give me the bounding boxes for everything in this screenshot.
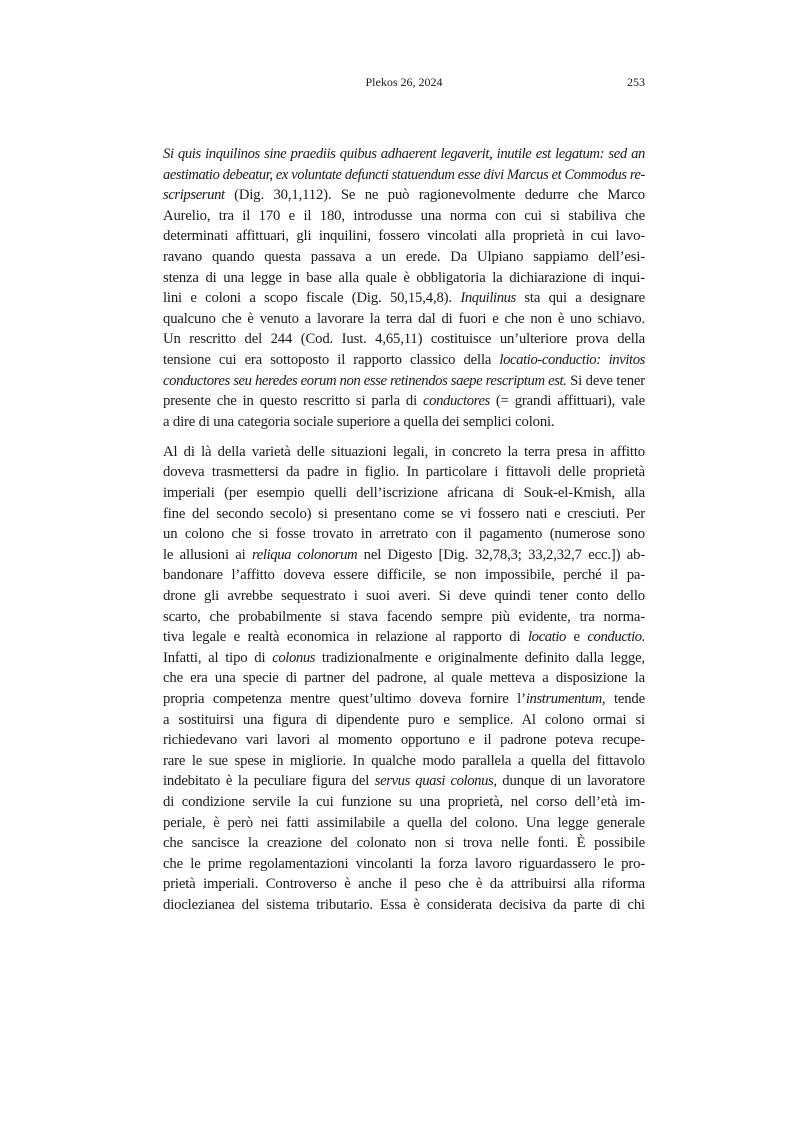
italic-text: colonus xyxy=(272,649,316,666)
text-run: tensione cui era sottoposto il rapporto classico della xyxy=(163,351,500,368)
journal-citation: Plekos 26, 2024 xyxy=(365,75,443,89)
italic-text: servus quasi colonus, xyxy=(374,773,497,790)
text-line xyxy=(163,185,645,206)
text-line xyxy=(163,329,645,350)
text-line xyxy=(163,412,645,433)
text-run: drone gli avrebbe sequestrato i suoi averi. Si deve quindi tener conto dello xyxy=(163,587,645,604)
text-line xyxy=(163,545,645,566)
text-line xyxy=(163,730,645,751)
italic-text: reliqua colonorum xyxy=(252,546,358,563)
italic-text: instrumentum xyxy=(525,690,602,707)
text-line xyxy=(163,771,645,792)
text-line xyxy=(163,792,645,813)
text-run: doveva trasmettersi da padre in figlio. In particolare i fittavoli delle proprietà xyxy=(163,464,645,481)
text-run: Infatti, al tipo di xyxy=(163,649,273,666)
italic-text: locatio xyxy=(527,629,566,646)
text-run: tradizionalmente e originalmente definito dalla legge, xyxy=(315,649,646,666)
text-line xyxy=(163,288,645,309)
text-run: un colono che si fosse trovato in arretrato con il pagamento (numerose sono xyxy=(163,526,645,543)
text-run: (= grandi affittuari), vale xyxy=(489,393,646,410)
text-run: imperiali (per esempio quelli dell’iscrizione africana di Souk-el-Kmish, alla xyxy=(163,485,645,501)
text-line xyxy=(163,833,645,854)
text-run: le allusioni ai xyxy=(163,546,252,563)
text-line xyxy=(163,668,645,689)
text-run: che le prime regolamentazioni vincolanti la forza lavoro riguardassero le pro- xyxy=(163,855,645,872)
text-run: periale, è però nei fatti assimilabile a quella del colono. Una legge generale xyxy=(163,814,645,831)
text-line xyxy=(163,144,645,165)
text-line xyxy=(163,268,645,289)
text-run: scarto, che probabilmente si stava facendo sempre più evidente, tra norma- xyxy=(163,608,645,625)
text-line xyxy=(163,504,645,525)
text-run: presente che in questo rescritto si parla di xyxy=(163,393,424,410)
text-run: bandonare l’affitto doveva essere difficile, se non impossibile, perché il pa- xyxy=(163,567,645,584)
text-run: determinati affittuari, gli inquilini, fossero vincolati alla proprietà in cui lavo- xyxy=(163,228,645,245)
text-run: qualcuno che è venuto a lavorare la terra dal di fuori e che non è uno schiavo. xyxy=(163,310,645,327)
text-run: a dire di una categoria sociale superiore a quella dei semplici coloni. xyxy=(163,413,555,430)
text-run: indebitato è la peculiare figura del xyxy=(163,773,375,790)
text-line xyxy=(163,813,645,834)
text-line xyxy=(163,586,645,607)
text-line xyxy=(163,483,645,504)
page-number: 253 xyxy=(627,75,645,89)
paragraph xyxy=(163,144,645,432)
italic-text: conductores xyxy=(423,393,490,410)
text-run: nel Digesto [Dig. 32,78,3; 33,2,32,7 ecc.]) ab- xyxy=(357,546,646,563)
text-line xyxy=(163,648,645,669)
text-run: che era una specie di partner del padrone, al quale metteva a disposizione la xyxy=(163,670,645,687)
text-run: richiedevano vari lavori al momento opportuno e il padrone poteva recupe- xyxy=(163,732,645,749)
text-line xyxy=(163,309,645,330)
text-run: dunque di un lavoratore xyxy=(496,773,645,790)
text-run: di condizione servile la cui funzione su una proprietà, nel corso dell’età im- xyxy=(163,793,645,810)
text-run: dioclezianea del sistema tributario. Essa è considerata decisiva da parte di chi xyxy=(163,896,645,913)
italic-text: scripserunt xyxy=(163,187,225,204)
body-text xyxy=(163,144,645,925)
text-run: Aurelio, tra il 170 e il 180, introdusse una norma con cui si stabiliva che xyxy=(163,207,645,224)
text-line xyxy=(163,854,645,875)
text-run: , tende xyxy=(601,690,645,707)
text-line xyxy=(163,895,645,916)
text-run: e xyxy=(565,629,588,646)
text-run: (Dig. 30,1,112). Se ne può ragionevolmente dedurre che Marco xyxy=(224,187,645,204)
text-run: stenza di una legge in base alla quale è obbligatoria la dichiarazione di inqui- xyxy=(163,269,645,286)
italic-text: aestimatio debeatur, ex voluntate defuncti statuendum esse divi Marcus et Commodus re- xyxy=(163,166,645,183)
text-line xyxy=(163,206,645,227)
text-line xyxy=(163,247,645,268)
text-run: prietà imperiali. Controverso è anche il peso che è da attribuirsi alla riforma xyxy=(163,876,645,893)
text-line xyxy=(163,689,645,710)
italic-text: conductores seu heredes eorum non esse retinendos saepe rescriptum est. xyxy=(163,372,567,389)
text-line xyxy=(163,627,645,648)
running-header xyxy=(163,75,645,91)
text-run: Si deve tener xyxy=(566,372,645,389)
text-line xyxy=(163,391,645,412)
text-run: propria competenza mentre quest’ultimo doveva fornire l’ xyxy=(163,690,526,707)
text-line xyxy=(163,350,645,371)
text-run: rare le sue spese in migliorie. In qualche modo parallela a quella del fittavolo xyxy=(163,752,645,769)
text-run: Un rescritto del 244 (Cod. Iust. 4,65,11) costituisce un’ulteriore prova della xyxy=(163,331,645,348)
text-line xyxy=(163,874,645,895)
italic-text: Inquilinus xyxy=(460,290,516,307)
text-line xyxy=(163,710,645,731)
paragraph xyxy=(163,442,645,916)
text-run: che sancisce la creazione del colonato non si trova nelle fonti. È possibile xyxy=(163,835,645,852)
text-line xyxy=(163,462,645,483)
text-run: a sostituirsi una figura di dipendente puro e semplice. Al colono ormai si xyxy=(163,711,645,728)
text-line xyxy=(163,607,645,628)
text-line xyxy=(163,524,645,545)
text-run: lini e coloni a scopo fiscale (Dig. 50,15,4,8). xyxy=(163,290,461,307)
text-line xyxy=(163,751,645,772)
text-line xyxy=(163,565,645,586)
text-line xyxy=(163,442,645,463)
text-run: tiva legale e realtà economica in relazione al rapporto di xyxy=(163,629,528,646)
italic-text: conductio. xyxy=(587,629,646,646)
text-line xyxy=(163,371,645,392)
text-run: Al di là della varietà delle situazioni legali, in concreto la terra presa in affitto xyxy=(163,443,645,460)
italic-text: Si quis inquilinos sine praediis quibus adhaerent legaverit, inutile est legatum: sed an xyxy=(163,146,645,162)
text-line xyxy=(163,165,645,186)
text-run: ravano quando questa passava a un erede. Da Ulpiano sappiamo dell’esi- xyxy=(163,248,645,265)
text-run: sta qui a designare xyxy=(515,290,645,307)
text-line xyxy=(163,226,645,247)
italic-text: locatio-conductio: invitos xyxy=(499,351,645,368)
text-run: fine del secondo secolo) si presentano come se vi fossero nati e cresciuti. Per xyxy=(163,505,645,522)
